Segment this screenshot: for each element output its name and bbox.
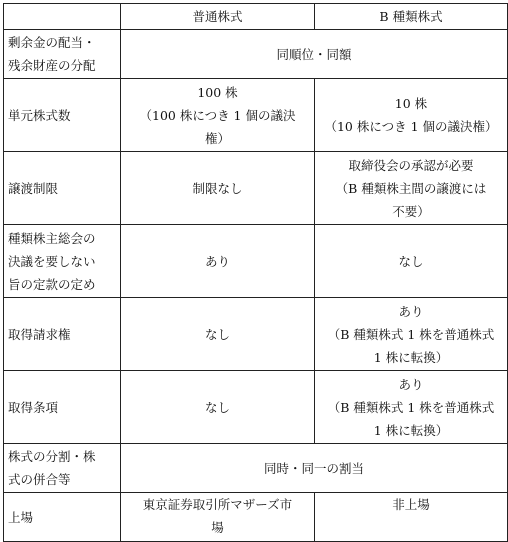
row-label-line: 取得条項 bbox=[8, 399, 59, 415]
class-b-stock-cell bbox=[315, 152, 508, 225]
table-row bbox=[4, 298, 508, 371]
header-blank-cell bbox=[4, 4, 121, 30]
row-label bbox=[4, 152, 121, 225]
row-label bbox=[4, 225, 121, 298]
cell-text: （100 株につき 1 個の議決 bbox=[139, 107, 296, 123]
table-row bbox=[4, 225, 508, 298]
header-common-stock: 普通株式 bbox=[121, 4, 315, 30]
row-label bbox=[4, 444, 121, 493]
table-row bbox=[4, 152, 508, 225]
cell-text: 同時・同一の割当 bbox=[263, 460, 364, 476]
cell-text: （B 種類株式 1 株を普通株式 bbox=[327, 326, 495, 342]
cell-text: 場 bbox=[211, 520, 224, 535]
cell-text: （B 種類株主間の譲渡には bbox=[335, 180, 487, 196]
row-label-line: 式の併合等 bbox=[8, 472, 71, 487]
row-label-line: 株式の分割・株 bbox=[8, 449, 96, 464]
cell-text: 取締役会の承認が必要 bbox=[348, 157, 474, 173]
cell-text: あり bbox=[398, 303, 424, 319]
cell-text: あり bbox=[204, 253, 230, 269]
common-stock-cell bbox=[121, 79, 315, 152]
table-header-row bbox=[4, 4, 508, 30]
class-b-stock-cell bbox=[315, 225, 508, 298]
cell-text: 権） bbox=[204, 130, 230, 146]
row-label-line: 上場 bbox=[8, 509, 34, 525]
cell-text: 同順位・同額 bbox=[276, 46, 352, 62]
class-b-stock-cell bbox=[315, 298, 508, 371]
row-label-line: 旨の定款の定め bbox=[8, 276, 96, 292]
table-row bbox=[4, 371, 508, 444]
common-stock-cell bbox=[121, 371, 315, 444]
cell-text: （10 株につき 1 個の議決権） bbox=[324, 119, 498, 134]
share-class-comparison-table bbox=[3, 3, 508, 542]
row-label-line: 種類株主総会の bbox=[8, 230, 96, 246]
row-label-line: 取得請求権 bbox=[8, 326, 71, 342]
row-label bbox=[4, 493, 121, 542]
row-label bbox=[4, 79, 121, 152]
cell-text: 10 株 bbox=[394, 96, 428, 111]
shared-cell bbox=[121, 30, 508, 79]
class-b-stock-cell bbox=[315, 493, 508, 542]
row-label-line: 決議を要しない bbox=[8, 253, 96, 269]
common-stock-cell bbox=[121, 225, 315, 298]
cell-text: 1 株に転換） bbox=[373, 422, 449, 438]
row-label bbox=[4, 298, 121, 371]
class-b-stock-cell bbox=[315, 79, 508, 152]
row-label bbox=[4, 371, 121, 444]
header-class-b-stock: B 種類株式 bbox=[315, 4, 508, 30]
row-label-line: 譲渡制限 bbox=[8, 180, 59, 196]
cell-text: （B 種類株式 1 株を普通株式 bbox=[327, 399, 495, 415]
cell-text: 1 株に転換） bbox=[373, 349, 449, 365]
cell-text: 不要） bbox=[392, 203, 430, 219]
row-label bbox=[4, 30, 121, 79]
table-row bbox=[4, 444, 508, 493]
common-stock-cell bbox=[121, 298, 315, 371]
row-label-line: 残余財産の分配 bbox=[8, 58, 96, 73]
cell-text: なし bbox=[204, 399, 230, 415]
cell-text: 東京証券取引所マザーズ市 bbox=[142, 497, 293, 512]
row-label-line: 剰余金の配当・ bbox=[8, 35, 96, 50]
common-stock-cell bbox=[121, 152, 315, 225]
table-row bbox=[4, 79, 508, 152]
cell-text: なし bbox=[204, 326, 230, 342]
cell-text: 制限なし bbox=[192, 180, 243, 196]
cell-text: なし bbox=[398, 253, 424, 269]
shared-cell bbox=[121, 444, 508, 493]
cell-text: 100 株 bbox=[197, 84, 238, 100]
table-row bbox=[4, 30, 508, 79]
row-label-line: 単元株式数 bbox=[8, 107, 71, 123]
table-row bbox=[4, 493, 508, 542]
common-stock-cell bbox=[121, 493, 315, 542]
cell-text: あり bbox=[398, 376, 424, 392]
cell-text: 非上場 bbox=[392, 497, 430, 512]
class-b-stock-cell bbox=[315, 371, 508, 444]
